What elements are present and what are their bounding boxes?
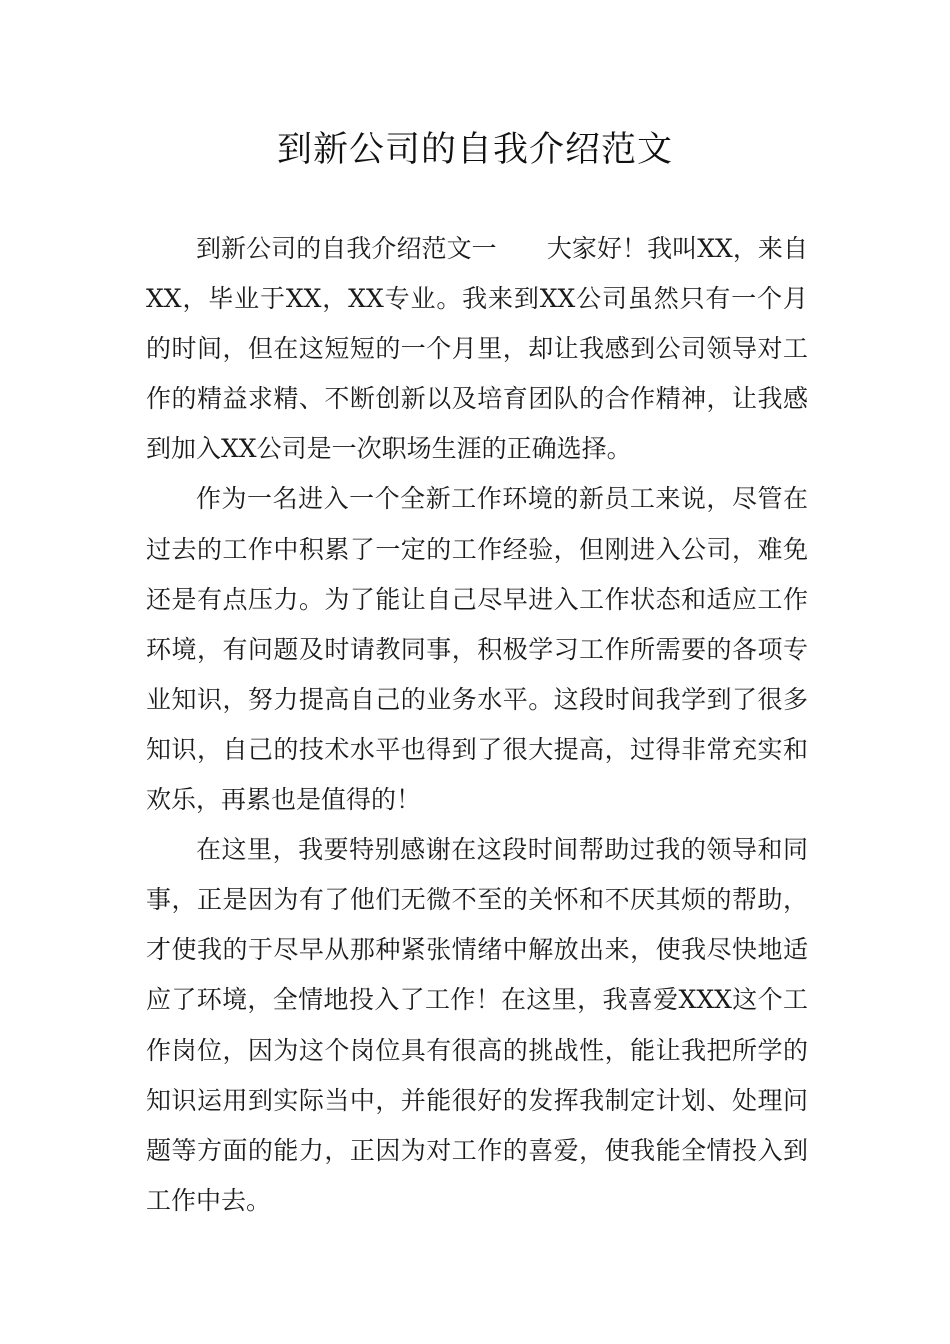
paragraph-1: 到新公司的自我介绍范文一 大家好！我叫XX，来自XX，毕业于XX，XX专业。我来到XX公司虽然只有一个月的时间，但在这短短的一个月里，却让我感到公司领导对工作的精益求精、不断创新以及培育团队的合作精神，让我感到加入XX公司是一次职场生涯的正确选择。 bbox=[146, 234, 808, 464]
document-title: 到新公司的自我介绍范文 bbox=[276, 130, 673, 170]
paragraph-2: 作为一名进入一个全新工作环境的新员工来说，尽管在过去的工作中积累了一定的工作经验，但刚进入公司，难免还是有点压力。为了能让自己尽早进入工作状态和适应工作环境，有问题及时请教同事，积极学习工作所需要的各项专业知识，努力提高自己的业务水平。这段时间我学到了很多知识，自己的技术水平也得到了很大提高，过得非常充实和欢乐，再累也是值得的！ bbox=[146, 484, 808, 815]
paragraph-3: 在这里，我要特别感谢在这段时间帮助过我的领导和同事，正是因为有了他们无微不至的关怀和不厌其烦的帮助，才使我的于尽早从那种紧张情绪中解放出来，使我尽快地适应了环境，全情地投入了工作！在这里，我喜爱XXX这个工作岗位，因为这个岗位具有很高的挑战性，能让我把所学的知识运用到实际当中，并能很好的发挥我制定计划、处理问题等方面的能力，正因为对工作的喜爱，使我能全情投入到工作中去。 bbox=[146, 835, 808, 1215]
document-body bbox=[146, 224, 808, 1226]
